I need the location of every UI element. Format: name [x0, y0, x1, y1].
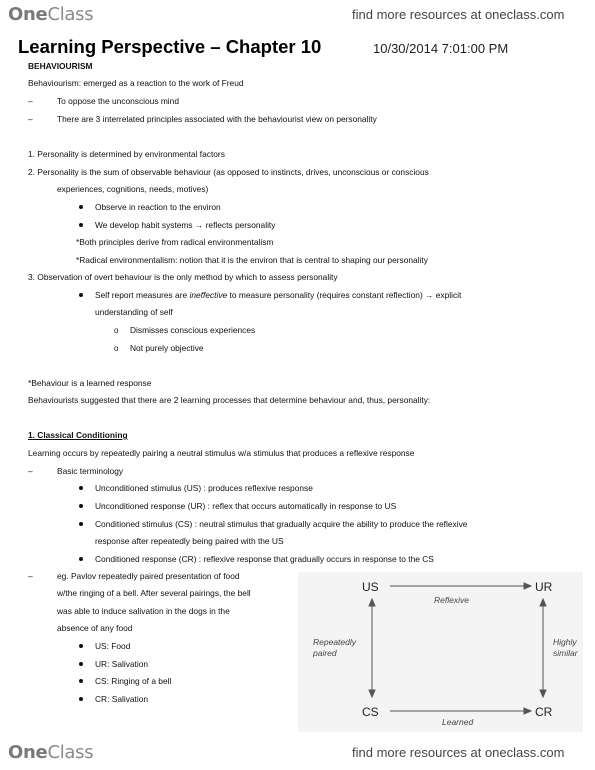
label-learned: Learned [442, 717, 474, 727]
list-item: Unconditioned response (UR) : reflex that occurs automatically in response to US [95, 501, 397, 511]
oneclass-logo [8, 4, 93, 25]
principle-2: 2. Personality is the sum of observable behaviour (as opposed to instincts, drives, unconscious or conscious [28, 167, 429, 177]
footer-oneclass-logo [8, 742, 93, 763]
label-paired: paired [313, 648, 337, 658]
text-line: Behaviourists suggested that there are 2 learning processes that determine behaviour and, thus, personality: [28, 395, 431, 405]
logo-one: One [8, 742, 48, 763]
footer-tagline: find more resources at oneclass.com [352, 745, 565, 760]
label-repeatedly: Repeatedly [313, 637, 357, 647]
text-line: Behaviourism: emerged as a reaction to the work of Freud [28, 78, 244, 88]
text-line: was able to induce salivation in the dogs in the [57, 606, 230, 616]
emphasis-text: ineffective [189, 290, 228, 300]
dash-marker: – [28, 571, 33, 581]
sub-list-item: Not purely objective [130, 343, 204, 353]
text-span: to measure personality (requires constant reflection) → explicit [227, 290, 462, 300]
dash-marker: – [28, 114, 33, 124]
section-heading: 1. Classical Conditioning [28, 430, 128, 440]
list-item: CS: Ringing of a bell [95, 676, 172, 686]
sub-list-item: Dismisses conscious experiences [130, 325, 256, 335]
text-line: absence of any food [57, 623, 133, 633]
bullet-icon [79, 697, 83, 701]
conditioning-diagram [298, 572, 583, 732]
label-similar: similar [553, 648, 578, 658]
list-item: We develop habit systems → reflects personality [95, 220, 276, 230]
note-line: *Radical environmentalism: notion that it is the environ that is central to shaping our personality [76, 255, 428, 265]
text-line: w/the ringing of a bell. After several pairings, the bell [57, 588, 251, 598]
node-cs: CS [362, 705, 379, 719]
bullet-icon [79, 522, 83, 526]
page-title: Learning Perspective – Chapter 10 [18, 36, 322, 57]
bullet-icon [79, 223, 83, 227]
text-line: Learning occurs by repeatedly pairing a neutral stimulus w/a stimulus that produces a reflexive response [28, 448, 415, 458]
dash-marker: – [28, 466, 33, 476]
text-line: There are 3 interrelated principles associated with the behaviourist view on personality [57, 114, 377, 124]
sub-bullet-marker: o [114, 326, 119, 335]
list-item: CR: Salivation [95, 694, 149, 704]
text-line: eg. Pavlov repeatedly paired presentation of food [57, 571, 240, 581]
bullet-icon [79, 557, 83, 561]
dash-marker: – [28, 96, 33, 106]
logo-class: Class [47, 4, 94, 25]
list-item: UR: Salivation [95, 659, 149, 669]
bullet-icon [79, 679, 83, 683]
text-line: Basic terminology [57, 466, 124, 476]
list-item: Observe in reaction to the environ [95, 202, 221, 212]
sub-bullet-marker: o [114, 344, 119, 353]
text-line: To oppose the unconscious mind [57, 96, 179, 106]
list-item: Conditioned response (CR) : reflexive response that gradually occurs in response to the CS [95, 554, 434, 564]
list-item [95, 290, 461, 301]
text-line: *Behaviour is a learned response [28, 378, 152, 388]
list-item: US: Food [95, 641, 131, 651]
behaviourism-heading: BEHAVIOURISM [28, 61, 93, 71]
bullet-icon [79, 486, 83, 490]
bullet-icon [79, 205, 83, 209]
bullet-icon [79, 293, 83, 297]
principle-3: 3. Observation of overt behaviour is the only method by which to assess personality [28, 272, 338, 282]
bullet-icon [79, 644, 83, 648]
bullet-icon [79, 504, 83, 508]
principle-2-cont: experiences, cognitions, needs, motives) [57, 184, 209, 194]
page-datetime: 10/30/2014 7:01:00 PM [373, 41, 509, 56]
logo-class: Class [47, 742, 94, 763]
node-us: US [362, 580, 379, 594]
list-item: Conditioned stimulus (CS) : neutral stimulus that gradually acquire the ability to produce the reflexive [95, 519, 468, 529]
list-item: Unconditioned stimulus (US) : produces reflexive response [95, 483, 313, 493]
logo-one: One [8, 4, 48, 25]
list-item-cont: response after repeatedly being paired with the US [95, 536, 284, 546]
label-highly: Highly [553, 637, 577, 647]
label-reflexive: Reflexive [434, 595, 469, 605]
principle-1: 1. Personality is determined by environmental factors [28, 149, 225, 159]
header-tagline: find more resources at oneclass.com [352, 7, 565, 22]
node-ur: UR [535, 580, 553, 594]
list-item-cont: understanding of self [95, 307, 173, 317]
note-line: *Both principles derive from radical environmentalism [76, 237, 274, 247]
bullet-icon [79, 662, 83, 666]
node-cr: CR [535, 705, 553, 719]
text-span: Self report measures are [95, 290, 190, 300]
